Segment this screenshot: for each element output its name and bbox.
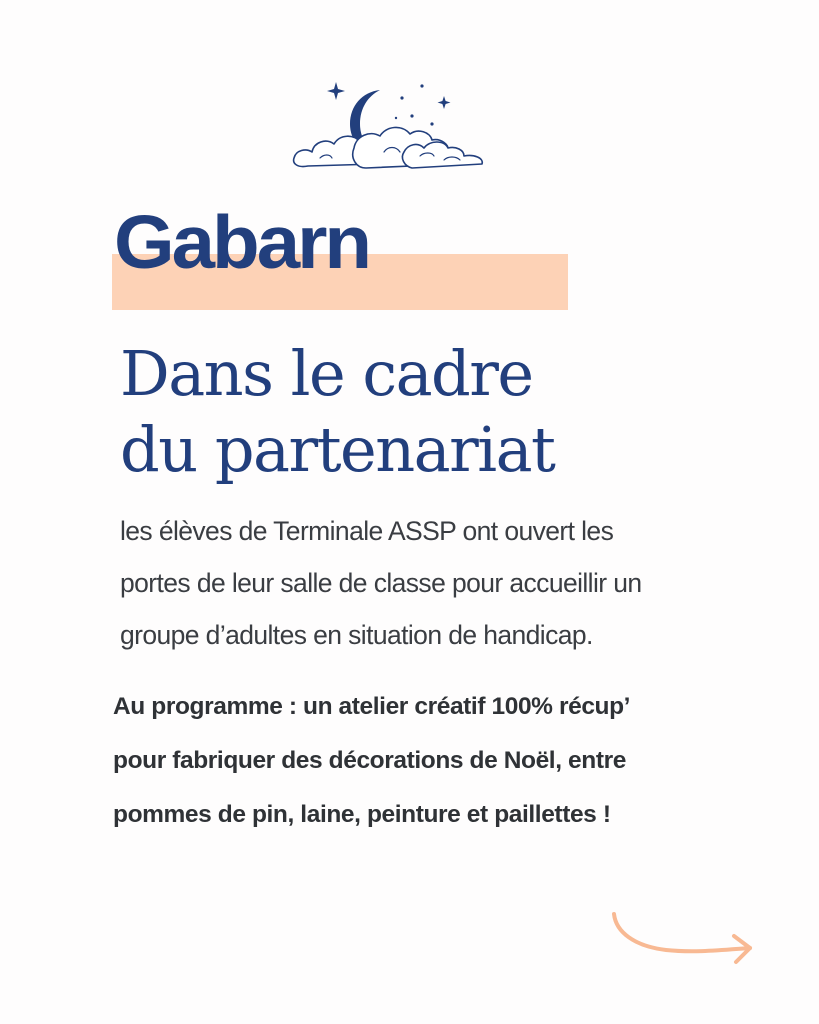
- programme-line: pommes de pin, laine, peinture et paillettes !: [113, 801, 611, 828]
- next-arrow-icon[interactable]: [604, 906, 760, 972]
- programme-paragraph: [113, 680, 793, 842]
- intro-line: les élèves de Terminale ASSP ont ouvert les: [120, 516, 614, 546]
- heading-line: du partenariat: [120, 413, 555, 486]
- brand-title: Gabarn: [114, 199, 370, 285]
- programme-line: Au programme : un atelier créatif 100% récup’: [113, 693, 631, 720]
- moon-clouds-stars-icon: [284, 78, 490, 182]
- intro-line: groupe d’adultes en situation de handicap.: [120, 620, 593, 650]
- programme-line: pour fabriquer des décorations de Noël, entre: [113, 747, 626, 774]
- intro-line: portes de leur salle de classe pour accueillir un: [120, 568, 642, 598]
- heading-line: Dans le cadre: [120, 337, 533, 410]
- heading: [120, 336, 554, 488]
- intro-paragraph: [120, 505, 780, 661]
